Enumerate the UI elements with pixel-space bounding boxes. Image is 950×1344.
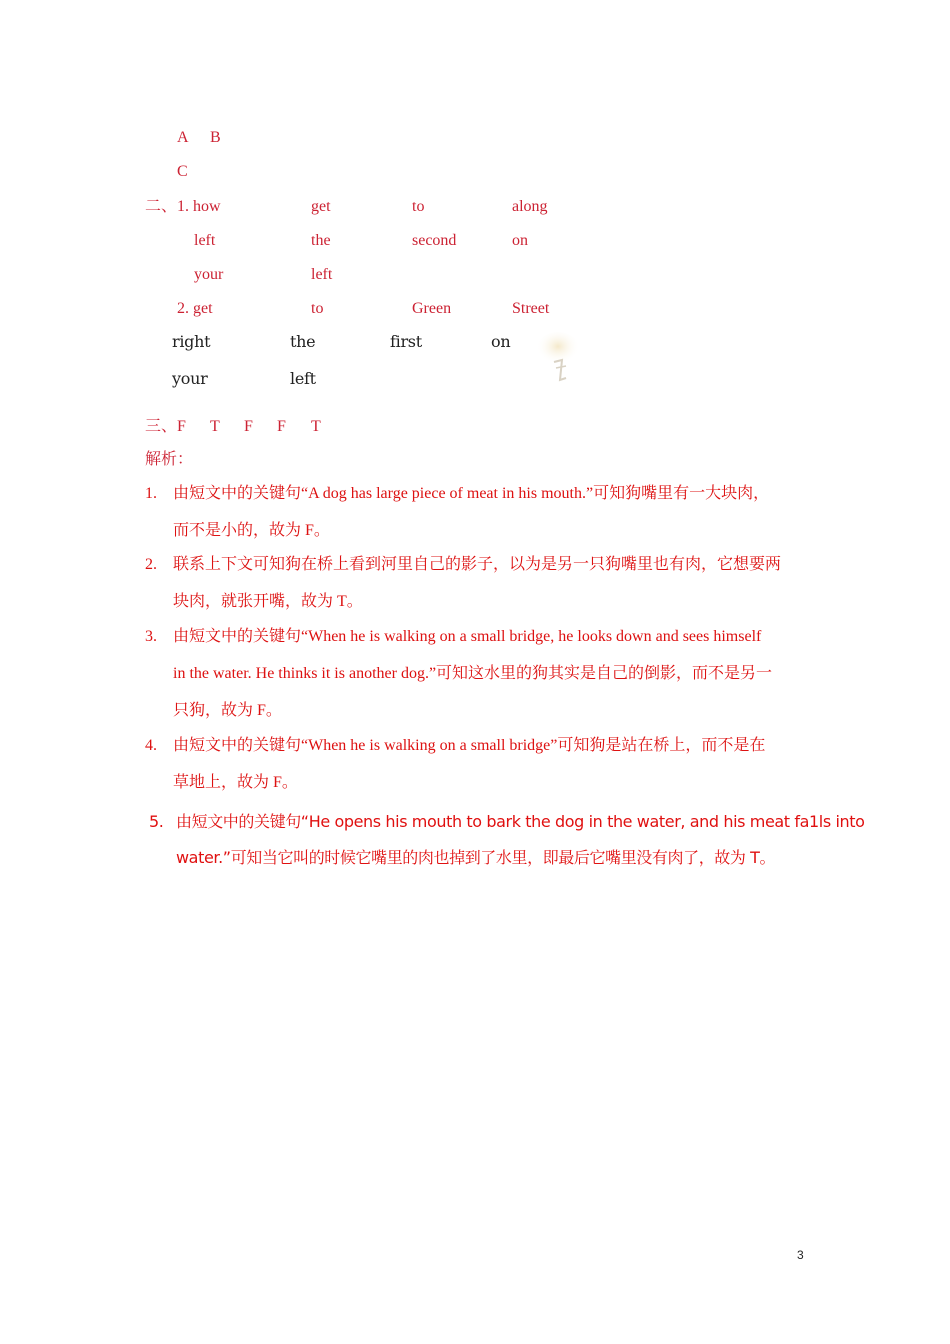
s2-scan-word: your [172,369,208,388]
explanation-text: 由短文中的关键句“When he is walking on a small bridge, he looks down and sees himself [173,628,762,645]
s2-word: on [512,232,528,249]
s3-answer: T [311,418,321,435]
s2-word: second [412,232,457,249]
s2-word: to [311,300,324,317]
s2-word: Green [412,300,452,317]
explanation-text: 由短文中的关键句“When he is walking on a small bridge”可知狗是站在桥上，而不是在 [173,737,766,754]
s2-word: Street [512,300,550,317]
s2-scan-word: the [290,332,316,351]
analysis-label: 解析： [145,451,194,468]
explanation-text: 只狗，故为 F。 [173,702,282,719]
s3-answer: F [244,418,253,435]
explanation-text: 联系上下文可知狗在桥上看到河里自己的影子，以为是另一只狗嘴里也有肉，它想要两 [173,556,782,573]
s2-word: 2. get [177,300,213,317]
explanation-number: 5. [149,812,164,831]
explanation-number: 2. [145,556,157,573]
explanation-number: 3. [145,628,157,645]
s2-word: left [194,232,216,249]
explanation-text: 草地上，故为 F。 [173,774,298,791]
option-c: C [177,163,188,180]
s2-word: left [311,266,333,283]
explanation-text: 由短文中的关键句“A dog has large piece of meat in his mouth.”可知狗嘴里有一大块肉， [173,485,770,502]
option-b: B [210,129,221,146]
s2-scan-word: left [290,369,316,388]
explanation-text: in the water. He thinks it is another dog.”可知这水里的狗其实是自己的倒影，而不是另一 [173,665,773,682]
explanation-number: 1. [145,485,157,502]
section2-heading: 二、1. how [145,198,221,215]
s2-word: to [412,198,425,215]
s2-word: the [311,232,331,249]
s2-word: get [311,198,331,215]
s2-scan-word: on [491,332,511,351]
option-a: A [177,129,189,146]
s2-scan-word: first [390,332,422,351]
s2-word: along [512,198,548,215]
explanation-text: water.”可知当它叫的时候它嘴里的肉也掉到了水里，即最后它嘴里没有肉了，故为 T。 [176,848,776,867]
s2-word: your [194,266,224,283]
explanation-text: 块肉，就张开嘴，故为 T。 [173,593,363,610]
s3-answer: F [277,418,286,435]
s2-scan-word: right [172,332,211,351]
explanation-number: 4. [145,737,157,754]
explanation-text: 而不是小的，故为 F。 [173,522,330,539]
watermark-fragment [532,328,580,390]
s3-answer: T [210,418,220,435]
section3-heading: 三、F [145,418,186,435]
explanation-text: 由短文中的关键句“He opens his mouth to bark the dog in the water, and his meat fa1ls into [176,812,865,831]
page-number: 3 [797,1248,804,1262]
